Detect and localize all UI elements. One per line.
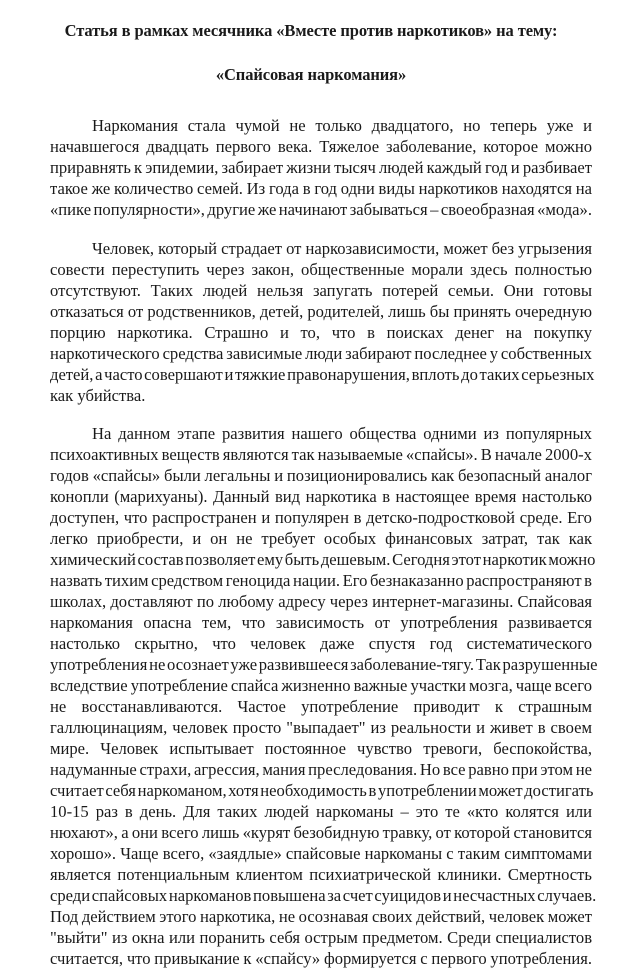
text-line: химический состав позволяет ему быть дешевым. Сегодня этот наркотик можно [50, 550, 596, 569]
text-line: совести переступить через закон, общественные морали здесь полностью [50, 260, 593, 279]
text-line: 10-15 раз в день. Для таких людей наркоманы – это те «кто колятся или [50, 802, 593, 821]
text-line: считает себя наркоманом, хотя необходимость в употреблении может достигать [50, 781, 594, 800]
text-line: надуманные страхи, агрессия, мания преследования. Но все равно при этом не [50, 760, 592, 779]
text-line: детей, а часто совершают и тяжкие правонарушения, вплоть до таких серьезных [50, 365, 595, 384]
text-line: употребления не осознает уже развившееся заболевание-тягу. Так разрушенные [50, 655, 598, 674]
text-line: начавшегося двадцать первого века. Тяжелое заболевание, которое можно [50, 137, 593, 156]
text-line: конопли (марихуаны). Данный вид наркотика в настоящее время настолько [50, 487, 593, 506]
text-line: легко приобрести, и он не требует особых финансовых затрат, так как [50, 529, 593, 548]
text-line: "выйти" из окна или поранить себя острым предметом. Среди специалистов [50, 928, 593, 947]
text-line: наркотического средства зависимые люди забирают последнее у собственных [50, 344, 592, 363]
text-line: порцию наркотика. Страшно и то, что в поисках денег на покупку [50, 323, 593, 342]
text-line: Наркомания стала чумой не только двадцатого, но теперь уже и [92, 116, 593, 135]
text-line: отказаться от родственников, детей, родителей, лишь бы принять очередную [50, 302, 592, 321]
document-title: Статья в рамках месячника «Вместе против наркотиков» на тему: [64, 21, 558, 40]
paragraph-2 [50, 238, 595, 406]
text-line: нюхают», а они всего лишь «курят безобидную травку, от которой становится [50, 823, 593, 842]
text-line: является потенциальным клиентом психиатрической клиники. Смертность [50, 865, 592, 884]
text-line: На данном этапе развития нашего общества одними из популярных [92, 424, 592, 443]
text-line: Под действием этого наркотика, не осознавая своих действий, человек может [50, 907, 593, 926]
text-line: такое же количество семей. Из года в год одни виды наркотиков находятся на [50, 179, 592, 198]
text-line: школах, доставляют по любому адресу через интернет-магазины. Спайсовая [50, 592, 593, 611]
text-line: вследствие употребление спайса жизненно важные участки мозга, чаще всего [50, 676, 592, 695]
text-line: как убийства. [50, 386, 146, 405]
text-line: хорошо». Чаще всего, «заядлые» спайсовые наркоманы с таким симптомами [50, 844, 593, 863]
text-line: «пике популярности», другие же начинают забываться – своеобразная «мода». [50, 200, 592, 219]
text-line: Человек, который страдает от наркозависимости, может без угрызения [92, 239, 592, 258]
text-line: считается, что привыкание к «спайсу» формируется с первого употребления. [50, 949, 593, 968]
text-line: приравнять к эпидемии, забирает жизни тысяч людей каждый год и разбивает [50, 158, 592, 177]
text-line: доступен, что распространен и популярен в детско-подростковой среде. Его [50, 508, 592, 527]
text-line: настолько скрытно, что человек даже спустя год систематического [50, 634, 592, 653]
text-line: среди спайсовых наркоманов повышена за счет суицидов и несчастных случаев. [50, 886, 597, 905]
text-line: мире. Человек испытывает постоянное чувство тревоги, беспокойства, [50, 739, 592, 758]
text-line: психоактивных веществ являются так называемые «спайсы». В начале 2000-х [50, 445, 592, 464]
text-line: не восстанавливаются. Частое употребление приводит к страшным [50, 697, 592, 716]
text-line: назвать тихим средством геноцида нации. Его безнаказанно распространяют в [50, 571, 592, 590]
text-line: галлюцинациям, человек просто "выпадает" из реальности и живет в своем [50, 718, 592, 737]
document-subtitle: «Спайсовая наркомания» [215, 65, 407, 84]
paragraph-3 [50, 423, 598, 969]
text-line: отсутствуют. Таких людей нельзя запугать потерей семьи. Они готовы [50, 281, 593, 300]
paragraph-1 [50, 115, 592, 220]
text-line: годов «спайсы» были легальны и позиционировались как безопасный аналог [50, 466, 593, 485]
text-line: наркомания опасна тем, что зависимость от употребления развивается [50, 613, 592, 632]
